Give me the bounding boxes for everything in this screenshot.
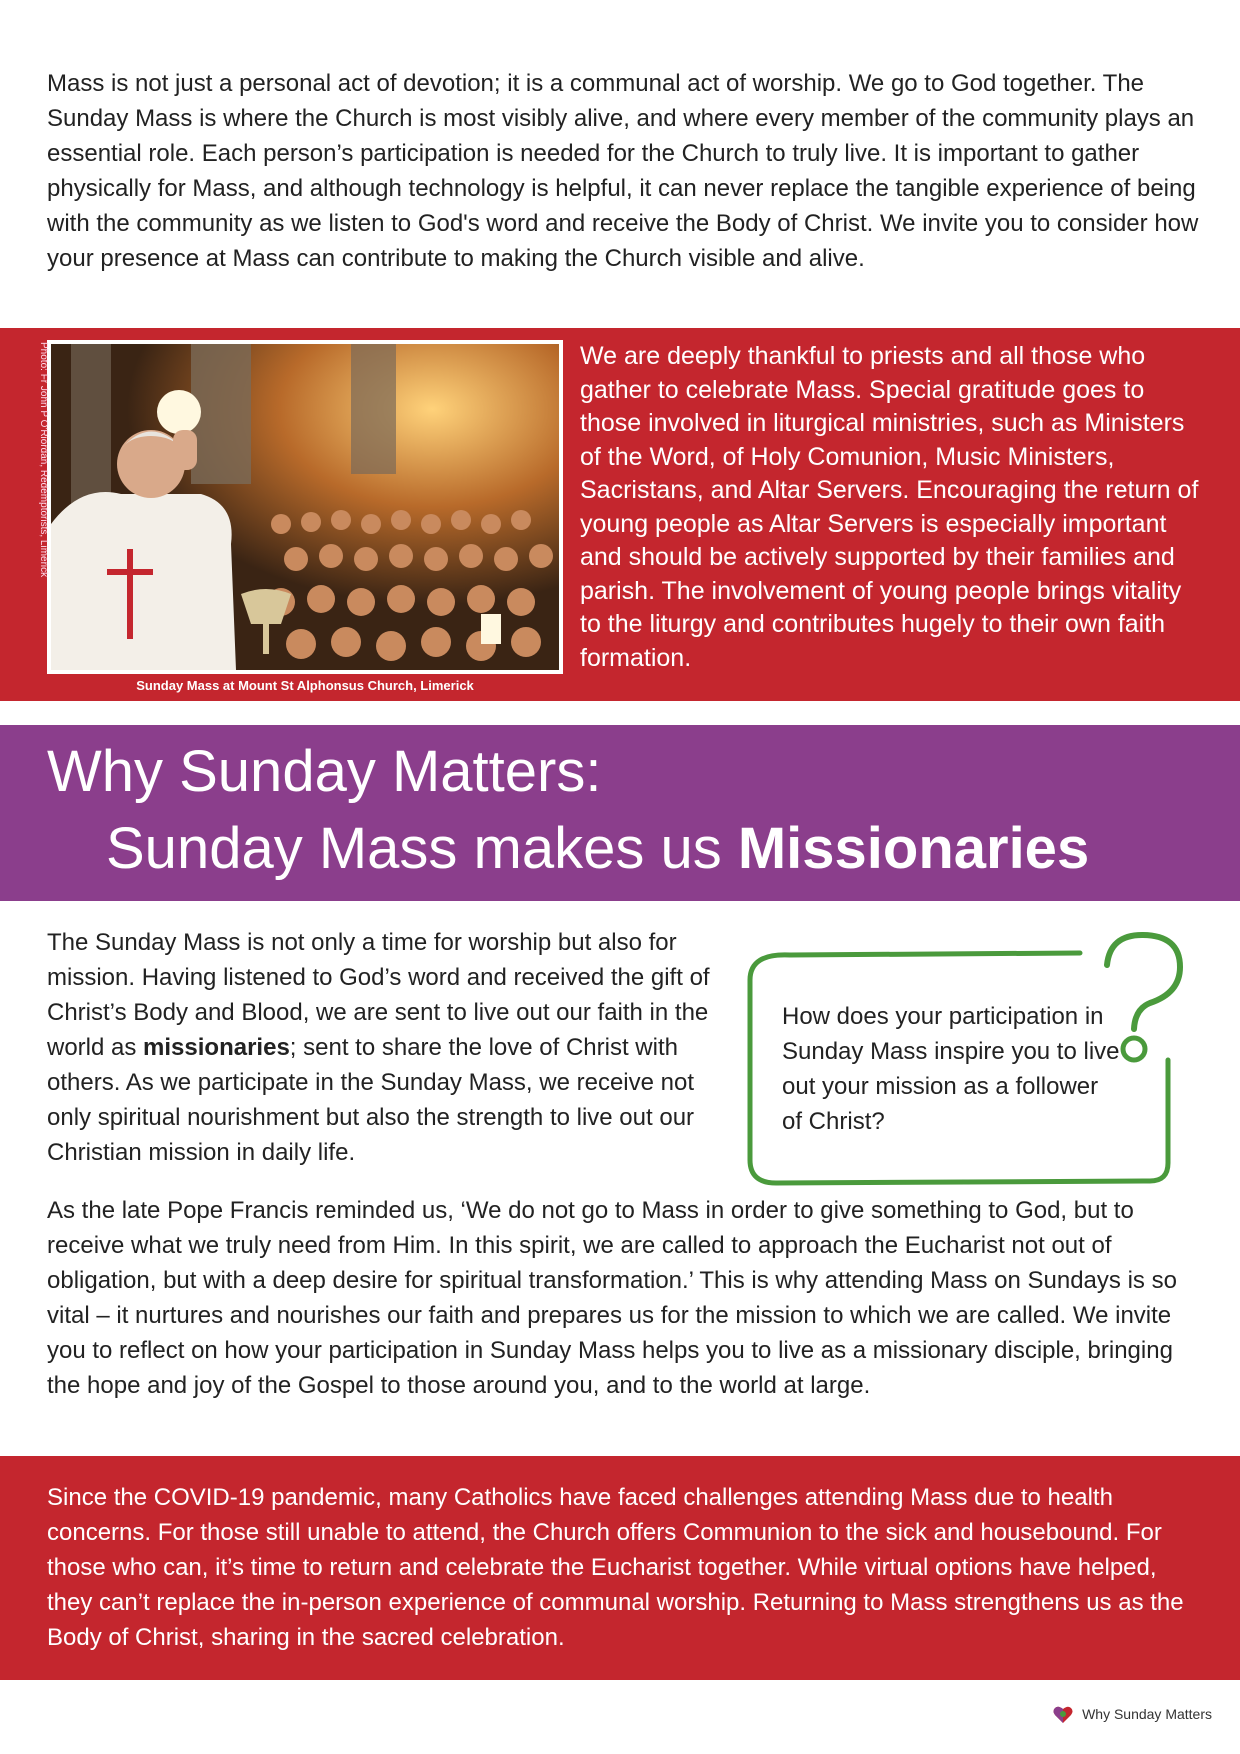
pope-francis-paragraph: As the late Pope Francis reminded us, ‘We do not go to Mass in order to give something to God, but to receive what we truly need from Him. In this spirit, we are called to approach the Eucharist not out of obligation, but with a deep desire for spiritual transformation.’ This is why attending Mass on Sundays is so vital – it nurtures and nourishes our faith and prepares us for the mission to which we are called. We invite you to reflect on how your participation in Sunday Mass helps you to live as a missionary disciple, bringing the hope and joy of the Gospel to those around you, and to the world at large. xyxy=(47,1197,1177,1399)
photo-credit: Photo: Fr John P O'Riordan, Redemptorists, Limerick xyxy=(38,342,49,578)
mass-photo-illustration xyxy=(51,344,559,670)
section-heading-line2 xyxy=(106,815,1089,882)
photo-caption: Sunday Mass at Mount St Alphonsus Church, Limerick xyxy=(136,678,474,693)
intro-paragraph: Mass is not just a personal act of devotion; it is a communal act of worship. We go to God together. The Sunday Mass is where the Church is most visibly alive, and where every member of the community plays an essential role. Each person’s participation is needed for the Church to truly live. It is important to gather physically for Mass, and although technology is helpful, it can never replace the tangible experience of being with the community as we listen to God's word and receive the Body of Christ. We invite you to consider how your presence at Mass can contribute to making the Church visible and alive. xyxy=(47,70,1199,272)
mission-paragraph xyxy=(47,925,727,1170)
footer xyxy=(1052,1703,1212,1725)
heading-bold-word: Missionaries xyxy=(737,816,1090,881)
mass-photo xyxy=(51,344,559,670)
reflection-question: How does your participation in Sunday Mass inspire you to live out your mission as a follower of Christ? xyxy=(782,1003,1120,1135)
mission-text-part1: The Sunday Mass is not only a time for worship but also for mission. Having listened to God’s word and received the gift of Christ’s Body and Blood, we are sent to live out our faith in the world as xyxy=(47,929,710,1061)
footer-label: Why Sunday Matters xyxy=(1082,1706,1212,1722)
covid-paragraph: Since the COVID-19 pandemic, many Catholics have faced challenges attending Mass due to health concerns. For those still unable to attend, the Church offers Communion to the sick and housebound. For those who can, it’s time to return and celebrate the Eucharist together. While virtual options have helped, they can’t replace the in-person experience of communal worship. Returning to Mass strengthens us as the Body of Christ, sharing in the sacred celebration. xyxy=(47,1484,1184,1651)
heart-logo-icon xyxy=(1052,1703,1074,1725)
thanks-paragraph: We are deeply thankful to priests and all those who gather to celebrate Mass. Special gratitude goes to those involved in liturgical ministries, such as Ministers of the Word, of Holy Comunion, Music Ministers, Sacristans, and Altar Servers. Encouraging the return of young people as Altar Servers is especially important and should be actively supported by their families and parish. The involvement of young people brings vitality to the liturgy and contributes hugely to their own faith formation. xyxy=(580,342,1199,672)
mission-text-part2: ; sent to share the love of Christ with others. As we participate in the Sunday Mass, we receive not only spiritual nourishment but also the strength to live out our Christian mission in daily life. xyxy=(47,1034,695,1166)
mission-bold-word: missionaries xyxy=(143,1034,290,1061)
section-heading-line1: Why Sunday Matters: xyxy=(47,739,602,804)
heading-prefix: Sunday Mass makes us xyxy=(106,816,738,881)
